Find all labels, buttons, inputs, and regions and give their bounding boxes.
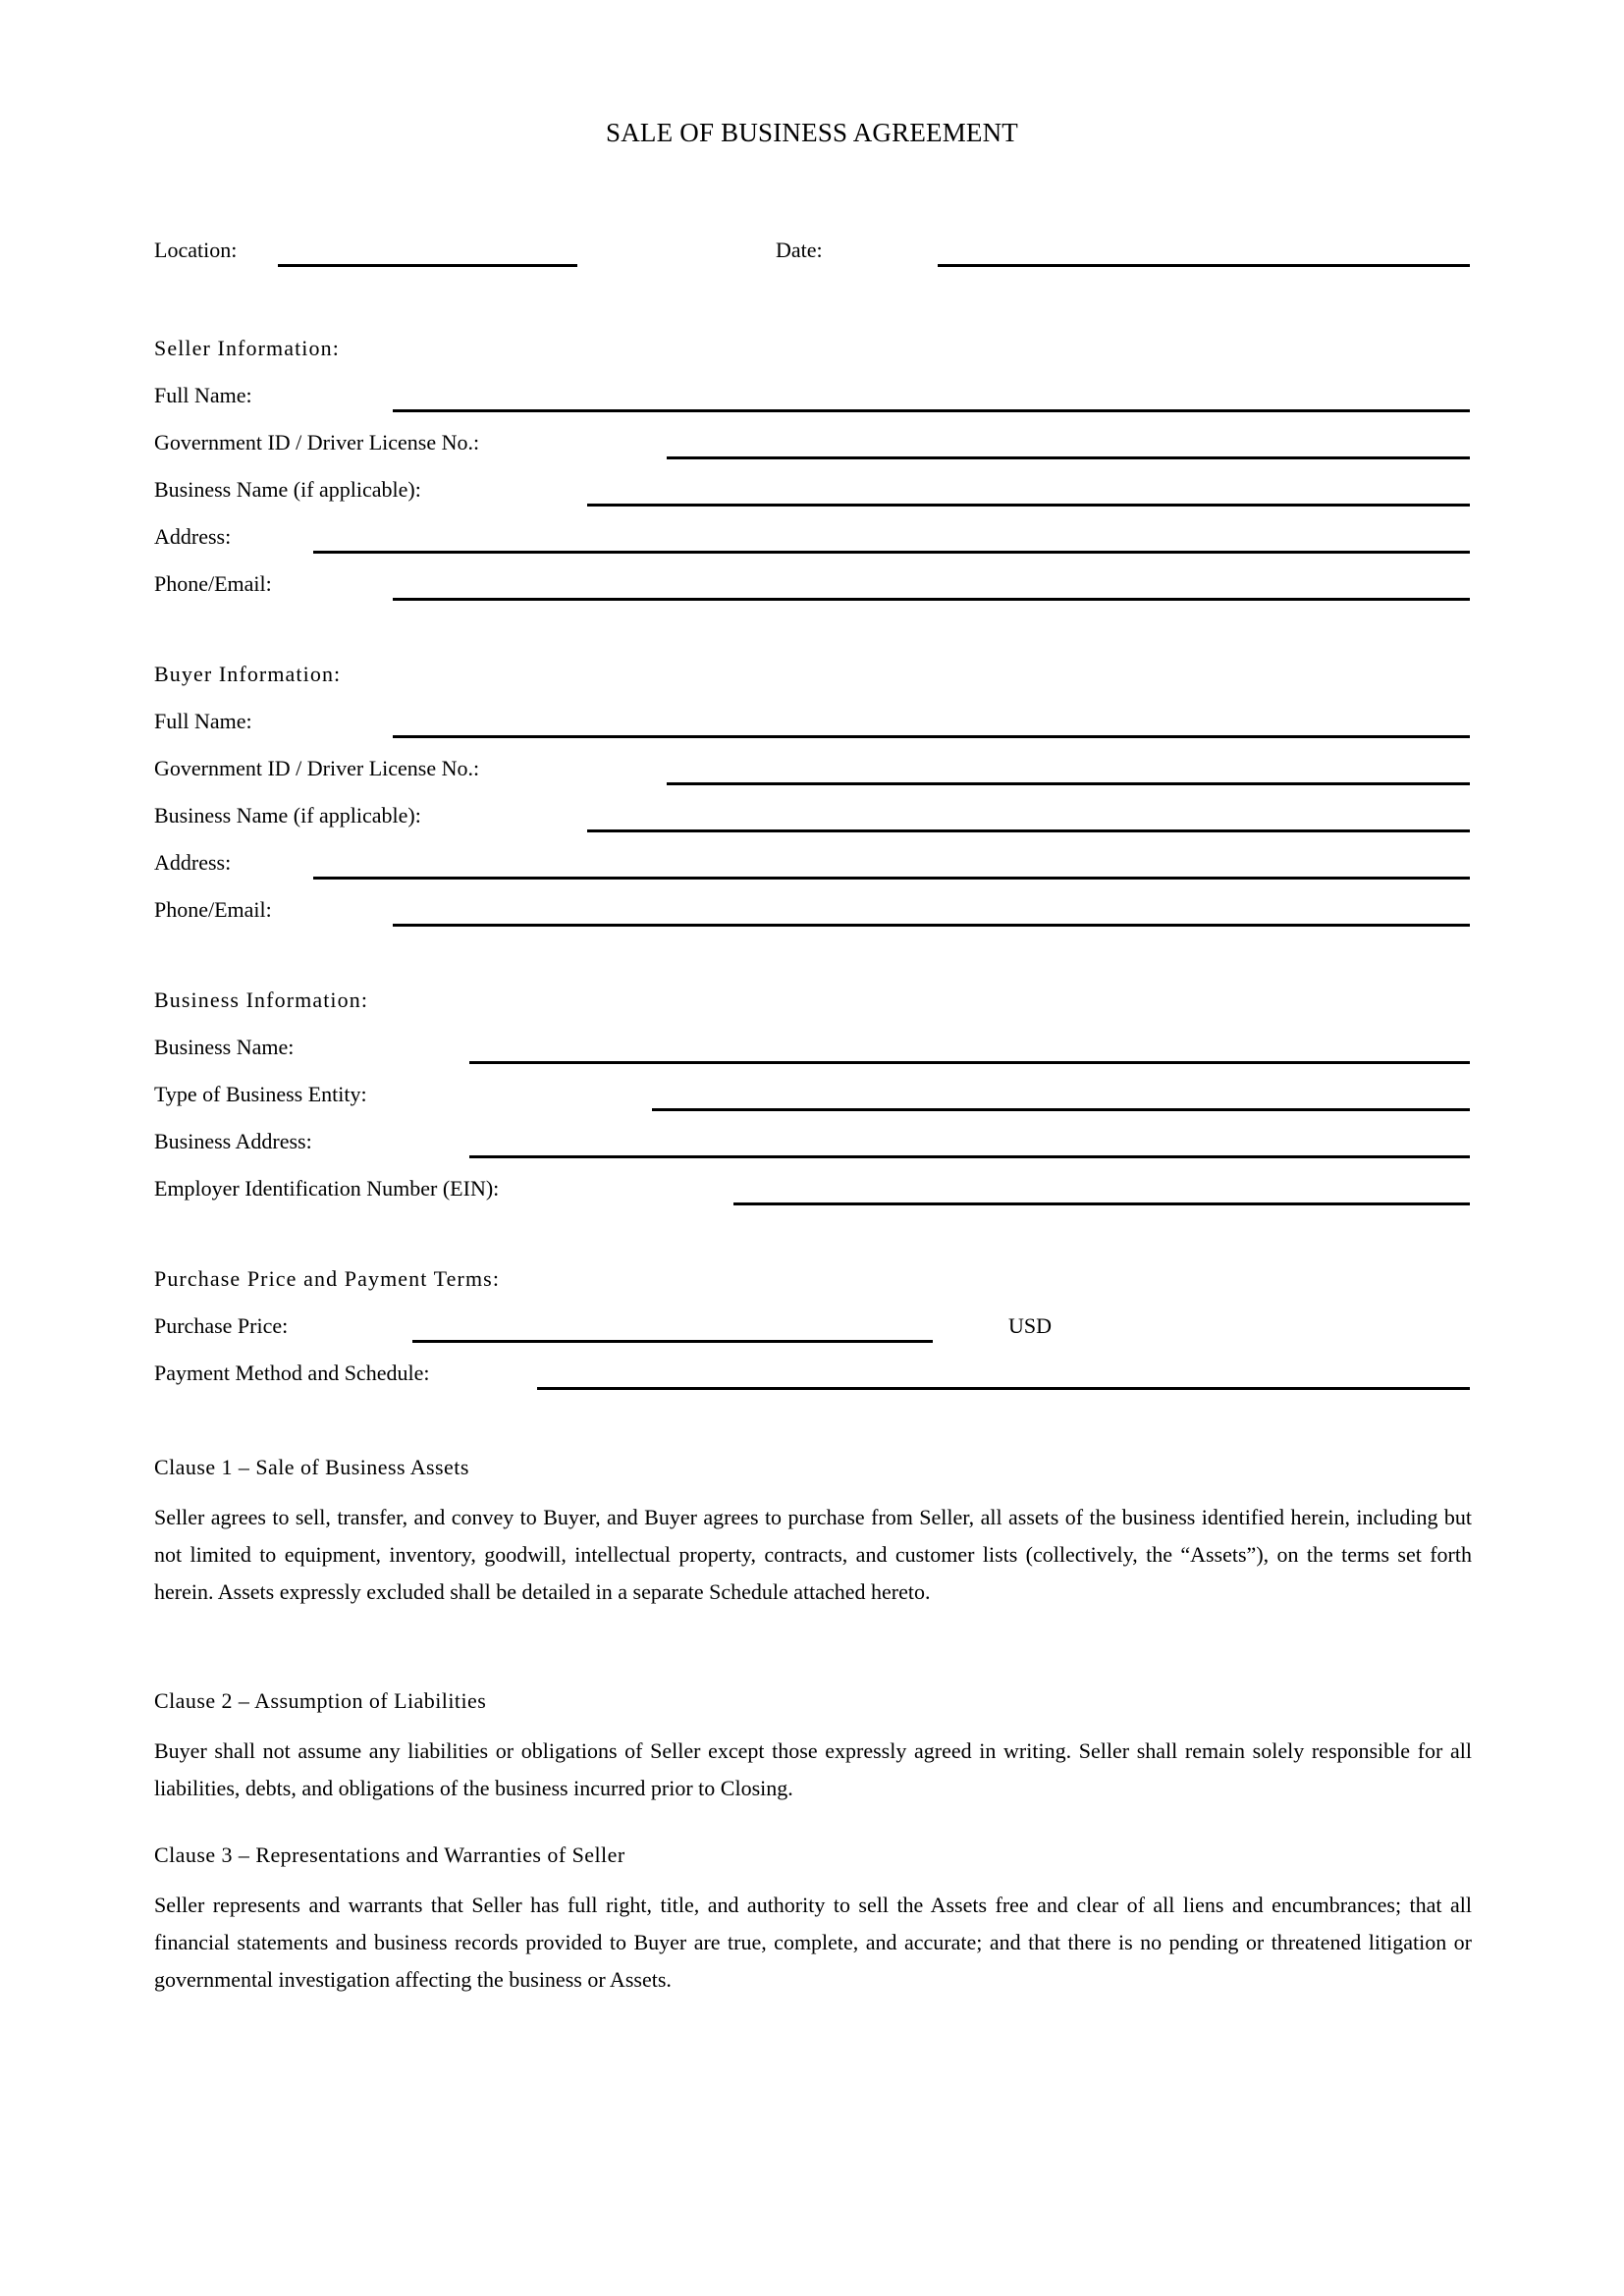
buyer-business-name-input-rule[interactable] xyxy=(587,829,1470,832)
purchase-section-heading: Purchase Price and Payment Terms: xyxy=(154,1266,501,1291)
purchase-price-currency: USD xyxy=(1008,1313,1053,1338)
location-label: Location: xyxy=(154,238,238,262)
business-section-heading: Business Information: xyxy=(154,988,369,1012)
payment-method-input-rule[interactable] xyxy=(537,1387,1470,1390)
buyer-full-name-row xyxy=(154,707,1470,740)
business-ein-input-rule[interactable] xyxy=(733,1202,1470,1205)
clause-2-heading: Clause 2 – Assumption of Liabilities xyxy=(154,1688,487,1713)
buyer-phone-email-input-rule[interactable] xyxy=(393,924,1470,927)
business-address-row xyxy=(154,1127,1470,1160)
business-name-label: Business Name: xyxy=(154,1035,295,1059)
business-entity-type-label: Type of Business Entity: xyxy=(154,1082,367,1106)
seller-full-name-input-rule[interactable] xyxy=(393,409,1470,412)
clause-2-body: Buyer shall not assume any liabilities or obligations of Seller except those expressly agreed in writing. Seller shall remain solely responsible for all liabilities, debts, and obligations of the business incurred prior to Closing. xyxy=(154,1738,1472,1800)
business-entity-type-input-rule[interactable] xyxy=(652,1108,1470,1111)
buyer-gov-id-label: Government ID / Driver License No.: xyxy=(154,756,480,780)
clause-3-heading: Clause 3 – Representations and Warranties of Seller xyxy=(154,1842,625,1867)
purchase-price-row xyxy=(154,1311,1470,1345)
payment-method-row xyxy=(154,1359,1470,1392)
buyer-business-name-label: Business Name (if applicable): xyxy=(154,803,421,828)
buyer-gov-id-row xyxy=(154,754,1470,787)
seller-business-name-label: Business Name (if applicable): xyxy=(154,477,421,502)
location-date-row xyxy=(154,236,1470,269)
business-address-input-rule[interactable] xyxy=(469,1155,1470,1158)
seller-phone-email-input-rule[interactable] xyxy=(393,598,1470,601)
buyer-phone-email-row xyxy=(154,895,1470,929)
seller-gov-id-row xyxy=(154,428,1470,461)
business-name-row xyxy=(154,1033,1470,1066)
purchase-price-label: Purchase Price: xyxy=(154,1313,289,1338)
buyer-section-heading: Buyer Information: xyxy=(154,662,342,686)
seller-address-label: Address: xyxy=(154,524,232,549)
payment-method-label: Payment Method and Schedule: xyxy=(154,1361,430,1385)
buyer-phone-email-label: Phone/Email: xyxy=(154,897,272,922)
seller-business-name-input-rule[interactable] xyxy=(587,504,1470,507)
clause-1-body: Seller agrees to sell, transfer, and convey to Buyer, and Buyer agrees to purchase from Seller, all assets of the business identified herein, including but not limited to equipment, inventory, goodwill, intellectual property, contracts, and customer lists (collectively, the “Assets”), on the terms set forth herein. Assets expressly excluded shall be detailed in a separate Schedule attached hereto. xyxy=(154,1505,1472,1604)
seller-full-name-label: Full Name: xyxy=(154,383,252,407)
buyer-full-name-input-rule[interactable] xyxy=(393,735,1470,738)
seller-phone-email-row xyxy=(154,569,1470,603)
seller-gov-id-input-rule[interactable] xyxy=(667,456,1470,459)
buyer-address-label: Address: xyxy=(154,850,232,875)
business-name-input-rule[interactable] xyxy=(469,1061,1470,1064)
seller-business-name-row xyxy=(154,475,1470,508)
buyer-gov-id-input-rule[interactable] xyxy=(667,782,1470,785)
seller-address-row xyxy=(154,522,1470,556)
page-title: SALE OF BUSINESS AGREEMENT xyxy=(606,118,1018,147)
business-entity-type-row xyxy=(154,1080,1470,1113)
purchase-price-input-rule[interactable] xyxy=(412,1340,933,1343)
business-ein-label: Employer Identification Number (EIN): xyxy=(154,1176,500,1201)
buyer-business-name-row xyxy=(154,801,1470,834)
seller-address-input-rule[interactable] xyxy=(313,551,1470,554)
seller-full-name-row xyxy=(154,381,1470,414)
buyer-address-input-rule[interactable] xyxy=(313,877,1470,880)
buyer-address-row xyxy=(154,848,1470,881)
seller-gov-id-label: Government ID / Driver License No.: xyxy=(154,430,480,454)
date-input-rule[interactable] xyxy=(938,264,1470,267)
business-address-label: Business Address: xyxy=(154,1129,312,1153)
seller-phone-email-label: Phone/Email: xyxy=(154,571,272,596)
seller-section-heading: Seller Information: xyxy=(154,336,340,360)
clause-3-body: Seller represents and warrants that Seller has full right, title, and authority to sell the Assets free and clear of all liens and encumbrances; that all financial statements and business records provided to Buyer are true, complete, and accurate; and that there is no pending or threatened litigation or governmental investigation affecting the business or Assets. xyxy=(154,1893,1472,1992)
clause-1-heading: Clause 1 – Sale of Business Assets xyxy=(154,1455,469,1479)
buyer-full-name-label: Full Name: xyxy=(154,709,252,733)
location-input-rule[interactable] xyxy=(278,264,577,267)
business-ein-row xyxy=(154,1174,1470,1207)
date-label: Date: xyxy=(776,238,823,262)
